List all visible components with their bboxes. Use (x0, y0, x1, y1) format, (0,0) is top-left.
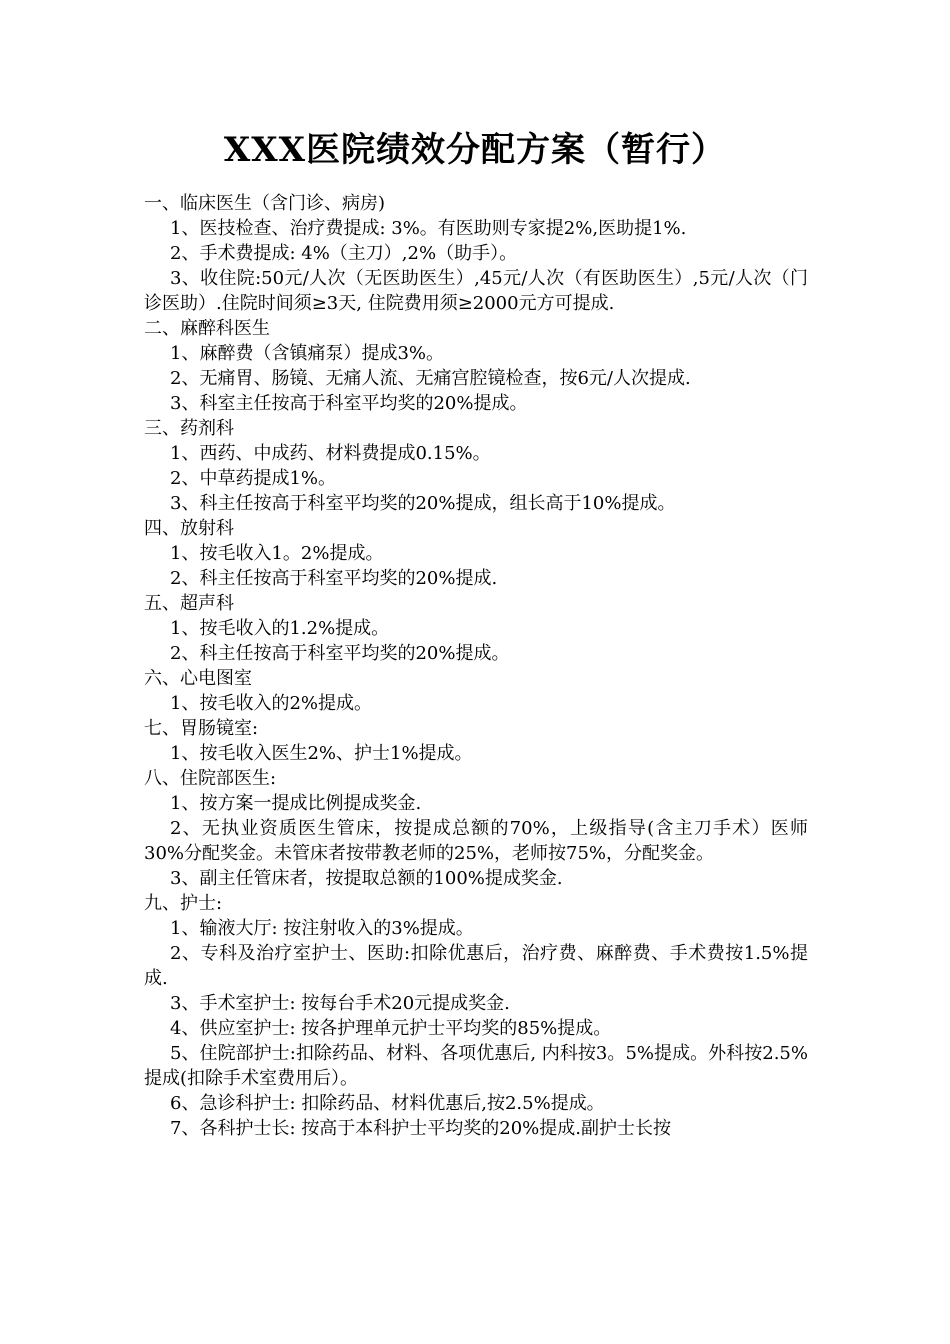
section-item: 5、住院部护士:扣除药品、材料、各项优惠后, 内科按3。5%提成。外科按2.5%提成(扣除手术室费用后）。 (144, 1043, 808, 1089)
section-item: 1、按毛收入医生2%、护士1%提成。 (170, 743, 473, 764)
section-item: 4、供应室护士: 按各护理单元护士平均奖的85%提成。 (170, 1018, 612, 1039)
section-item: 1、按毛收入的1.2%提成。 (170, 618, 390, 639)
section-heading: 五、超声科 (144, 593, 234, 614)
section-item: 7、各科护士长: 按高于本科护士平均奖的20%提成.副护士长按 (170, 1118, 671, 1139)
section-item: 2、科主任按高于科室平均奖的20%提成. (170, 568, 498, 589)
section-item: 3、收住院:50元/人次（无医助医生）,45元/人次（有医助医生）,5元/人次（门诊医助）.住院时间须≥3天, 住院费用须≥2000元方可提成. (144, 268, 808, 314)
section-item: 3、手术室护士: 按每台手术20元提成奖金. (170, 993, 510, 1014)
section-heading: 二、麻醉科医生 (144, 318, 270, 339)
section-heading: 七、胃肠镜室: (144, 718, 259, 739)
section-item: 2、专科及治疗室护士、医助:扣除优惠后，治疗费、麻醉费、手术费按1.5%提成. (144, 943, 808, 989)
section-item: 1、西药、中成药、材料费提成0.15%。 (170, 443, 491, 464)
section-item: 6、急诊科护士: 扣除药品、材料优惠后,按2.5%提成。 (170, 1093, 605, 1114)
section-item: 2、无执业资质医生管床，按提成总额的70%，上级指导(含主刀手术）医师30%分配奖金。未管床者按带教老师的25%，老师按75%，分配奖金。 (144, 818, 808, 864)
section-item: 3、科主任按高于科室平均奖的20%提成，组长高于10%提成。 (170, 493, 676, 514)
section-heading: 六、心电图室 (144, 668, 252, 689)
section-item: 1、输液大厅: 按注射收入的3%提成。 (170, 918, 474, 939)
document-title: XXX医院绩效分配方案（暂行） (223, 130, 727, 170)
section-item: 2、科主任按高于科室平均奖的20%提成。 (170, 643, 510, 664)
section-item: 2、中草药提成1%。 (170, 468, 337, 489)
section-item: 3、科室主任按高于科室平均奖的20%提成。 (170, 393, 528, 414)
section-heading: 四、放射科 (144, 518, 234, 539)
document-body (144, 191, 808, 1141)
section-item: 1、按方案一提成比例提成奖金. (170, 793, 422, 814)
section-heading: 三、药剂科 (144, 418, 234, 439)
section-item: 3、副主任管床者，按提取总额的100%提成奖金. (170, 868, 563, 889)
section-item: 1、按毛收入1。2%提成。 (170, 543, 384, 564)
section-item: 1、医技检查、治疗费提成: 3%。有医助则专家提2%,医助提1%. (170, 218, 687, 239)
section-heading: 一、临床医生（含门诊、病房) (144, 193, 386, 214)
section-item: 1、麻醉费（含镇痛泵）提成3%。 (170, 343, 445, 364)
section-item: 2、手术费提成: 4%（主刀）,2%（助手）。 (170, 243, 518, 264)
section-item: 1、按毛收入的2%提成。 (170, 693, 373, 714)
section-item: 2、无痛胃、肠镜、无痛人流、无痛宫腔镜检查，按6元/人次提成. (170, 368, 691, 389)
section-heading: 八、住院部医生: (144, 768, 277, 789)
section-heading: 九、护士: (144, 893, 223, 914)
